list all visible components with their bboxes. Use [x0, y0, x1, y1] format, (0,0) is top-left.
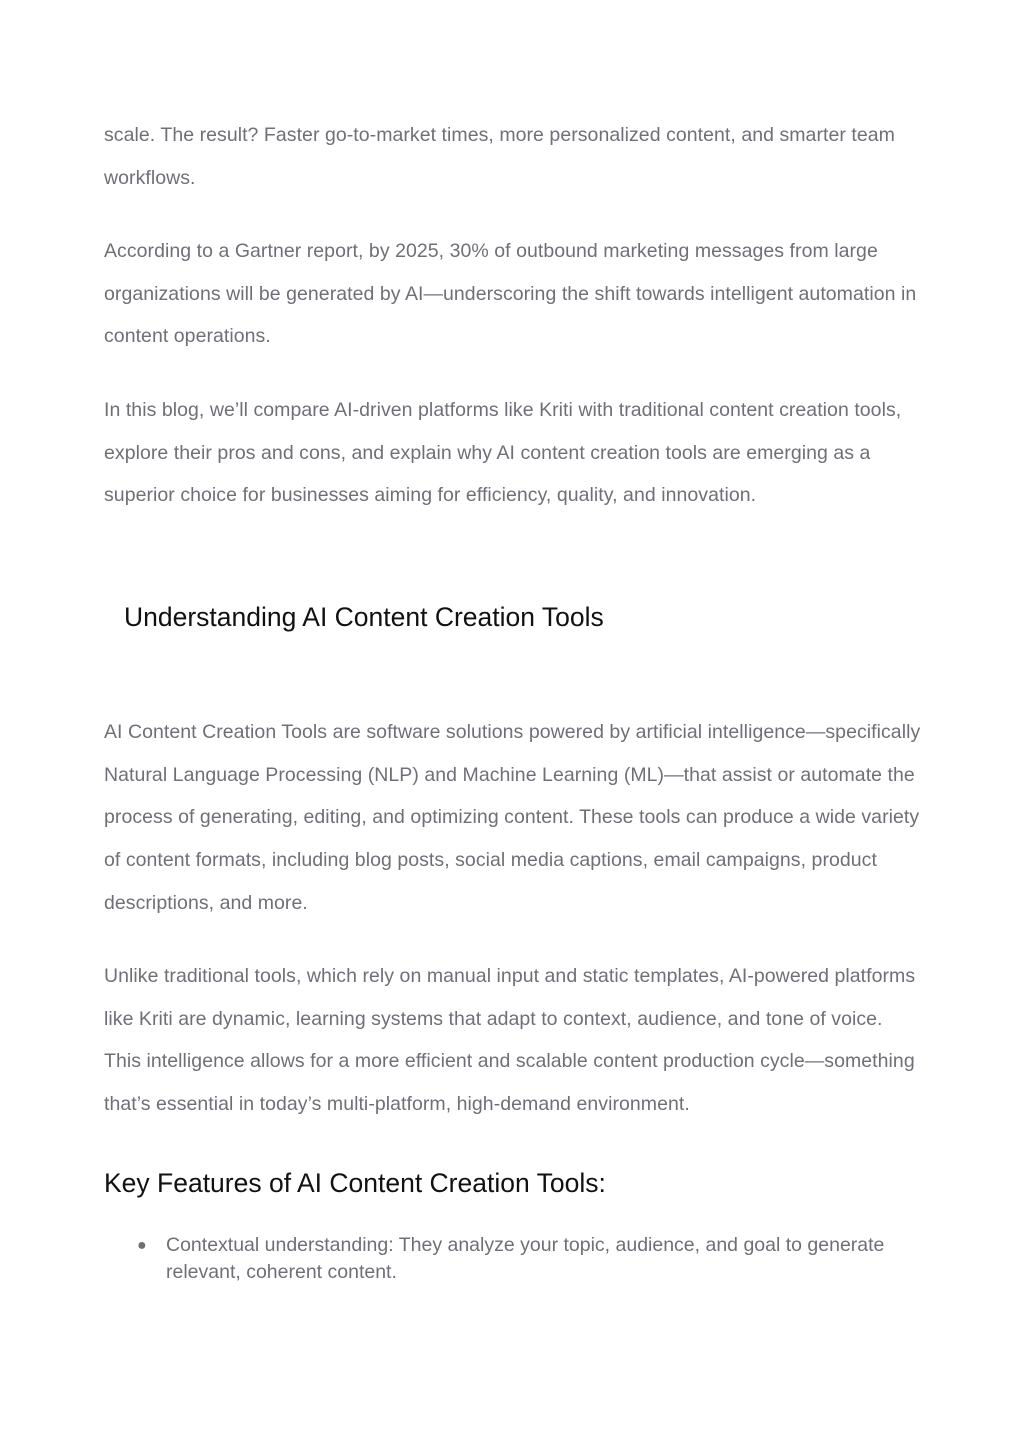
- features-list: [104, 1232, 924, 1286]
- list-item-text: Contextual understanding: They analyze your topic, audience, and goal to generate relevant, coherent content.: [166, 1234, 885, 1283]
- paragraph-gartner-report: According to a Gartner report, by 2025, 30% of outbound marketing messages from large organizations will be generated by AI—underscoring the shift towards intelligent automation in content operations.: [104, 240, 917, 348]
- paragraph-traditional-vs-ai: Unlike traditional tools, which rely on manual input and static templates, AI-powered platforms like Kriti are dynamic, learning systems that adapt to context, audience, and tone of voice. This intelligence allows for a more efficient and scalable content production cycle—something that’s essential in today’s multi-platform, high-demand environment.: [104, 965, 916, 1116]
- paragraph-blog-overview: In this blog, we’ll compare AI-driven platforms like Kriti with traditional content creation tools, explore their pros and cons, and explain why AI content creation tools are emerging as a superior choice for businesses aiming for efficiency, quality, and innovation.: [104, 399, 902, 507]
- bullet-icon: ●: [137, 1237, 147, 1254]
- heading-key-features: Key Features of AI Content Creation Tools:: [104, 1168, 606, 1198]
- list-item-contextual-understanding: [104, 1232, 924, 1286]
- heading-understanding-ai-tools: Understanding AI Content Creation Tools: [124, 602, 604, 632]
- paragraph-ai-tools-definition: AI Content Creation Tools are software solutions powered by artificial intelligence—specifically Natural Language Processing (NLP) and Machine Learning (ML)—that assist or automate the process of generating, editing, and optimizing content. These tools can produce a wide variety of content formats, including blog posts, social media captions, email campaigns, product descriptions, and more.: [104, 721, 921, 914]
- paragraph-intro-scale: scale. The result? Faster go-to-market times, more personalized content, and smarter team workflows.: [104, 124, 895, 189]
